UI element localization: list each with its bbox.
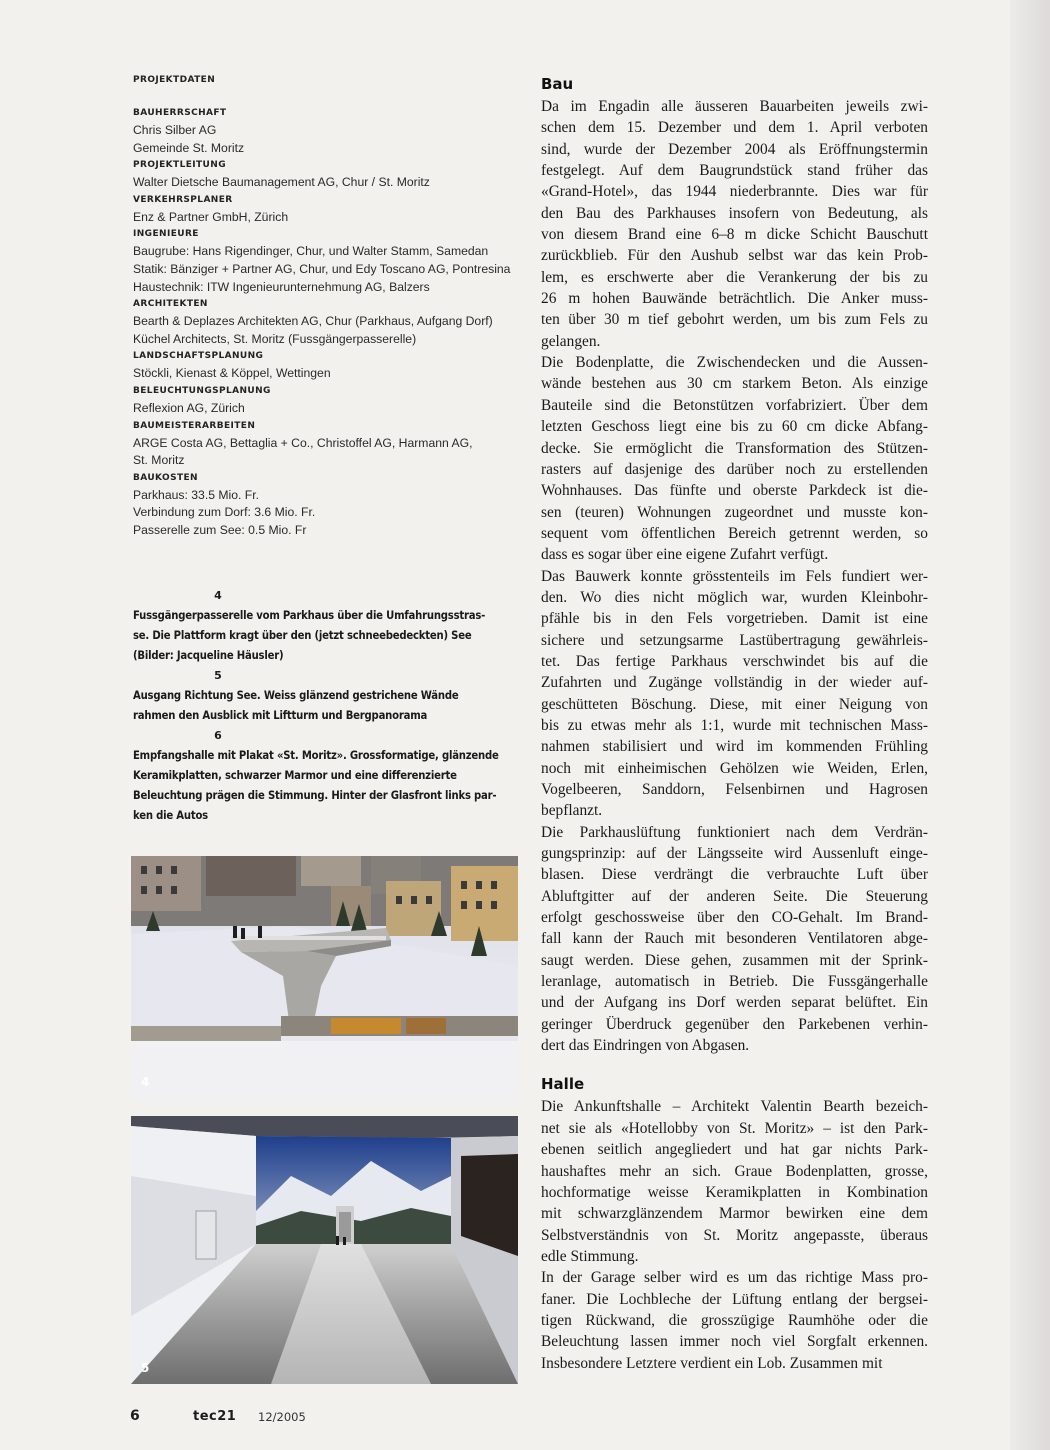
- text-line: fall kann der Rauch mit besonderen Ventilatoren abge-: [541, 930, 928, 948]
- field-value: Passerelle zum See: 0.5 Mio. Fr: [133, 522, 307, 537]
- caption-number: 6: [214, 729, 222, 742]
- field-value: Baugrube: Hans Rigendinger, Chur, und Walter Stamm, Samedan: [133, 244, 489, 259]
- photo-footbridge: [131, 856, 518, 1102]
- text-line: Vogelbeeren, Sanddorn, Felsenbirnen und Hagrosen: [541, 781, 928, 798]
- text-line: tet. Das fertige Parkhaus verschwindet bis auf die: [541, 652, 928, 670]
- exit-image: [131, 1116, 518, 1384]
- field-value: Walter Dietsche Baumanagement AG, Chur / St. Moritz: [133, 175, 430, 190]
- text-line: festgelegt. Auf dem Baugrundstück stand früher das: [541, 162, 928, 180]
- text-line: edle Stimmung.: [541, 1247, 639, 1265]
- text-line: ten über 30 m tief gebohrt werden, um bis zum Fels zu: [541, 311, 928, 329]
- text-line: faner. Die Lochbleche der Lüftung entlang der bergsei-: [541, 1290, 928, 1308]
- text-line: pfähle bis in den Fels vorgetrieben. Damit ist eine: [541, 610, 928, 628]
- field-label: PROJEKTLEITUNG: [133, 160, 226, 171]
- text-line: sequent vom öffentlichen Bereich getrennt werden, so: [541, 524, 928, 542]
- caption: [133, 666, 513, 726]
- project-data: [133, 72, 523, 540]
- text-line: lem, es erschwerte aber die Verankerung der bis zu: [541, 268, 928, 286]
- caption: [133, 586, 513, 666]
- field-value: Küchel Architects, St. Moritz (Fussgängerpasserelle): [133, 331, 417, 346]
- project-field: [133, 157, 523, 192]
- text-line: In der Garage selber wird es um das richtige Mass pro-: [541, 1269, 928, 1287]
- text-line: Da im Engadin alle äusseren Bauarbeiten jeweils zwi-: [541, 98, 928, 115]
- field-label: ARCHITEKTEN: [133, 299, 208, 310]
- photo-exit: [131, 1116, 518, 1384]
- text-line: Bauteile sind die Betonstützen vorfabriziert. Über dem: [541, 396, 928, 414]
- project-field: [133, 296, 523, 348]
- text-line: erfolgt geschossweise über den CO-Gehalt. Im Brand-: [541, 909, 928, 927]
- footbridge-image: [131, 856, 518, 1102]
- caption-line: Empfangshalle mit Plakat «St. Moritz». Grossformatige, glänzende: [133, 749, 499, 762]
- field-value: Bearth & Deplazes Architekten AG, Chur (Parkhaus, Aufgang Dorf): [133, 314, 493, 329]
- text-line: tigen Rückwand, die grosszügige Raumhöhe oder die: [541, 1311, 928, 1329]
- project-field: [133, 348, 523, 383]
- caption: [133, 726, 513, 826]
- article-section: [541, 72, 928, 1056]
- field-label: BAUKOSTEN: [133, 472, 198, 483]
- text-line: Die Bodenplatte, die Zwischendecken und die Aussen-: [541, 354, 928, 372]
- project-data-title: PROJEKTDATEN: [133, 75, 216, 85]
- project-field: [133, 192, 523, 227]
- field-value: Chris Silber AG: [133, 123, 217, 137]
- field-value: Reflexion AG, Zürich: [133, 400, 245, 415]
- caption-line: Keramikplatten, schwarzer Marmor und eine differenzierte: [133, 769, 457, 782]
- text-line: und der Aufgang ins Dorf werden separat belüftet. Ein: [541, 994, 928, 1012]
- text-line: Die Ankunftshalle – Architekt Valentin Bearth bezeich-: [541, 1098, 928, 1116]
- section-heading: Bau: [541, 75, 574, 93]
- article-body: [541, 72, 928, 1374]
- text-line: Beleuchtung lassen immer noch viel Sorgfalt erkennen.: [541, 1333, 928, 1351]
- field-value: ARGE Costa AG, Bettaglia + Co., Christoffel AG, Harmann AG,: [133, 435, 473, 450]
- project-field: [133, 383, 523, 418]
- text-line: leranlage, automatisch in Betrieb. Die Fussgängerhalle: [541, 973, 928, 991]
- caption-line: Beleuchtung prägen die Stimmung. Hinter der Glasfront links par-: [133, 789, 497, 802]
- text-line: net sie als «Hotellobby von St. Moritz» – ist den Park-: [541, 1119, 928, 1137]
- project-field: [133, 105, 523, 157]
- page-edge: [1010, 0, 1050, 1450]
- text-line: hochformatige weisse Keramikplatten in Kombination: [541, 1183, 928, 1201]
- image-captions: [133, 586, 513, 826]
- paragraph: [541, 352, 928, 565]
- text-line: nahmen stabilisiert und wird im kommenden Frühling: [541, 738, 928, 756]
- paragraph: [541, 566, 928, 822]
- caption-line: rahmen den Ausblick mit Liftturm und Bergpanorama: [133, 709, 428, 722]
- caption-line: (Bilder: Jacqueline Häusler): [133, 649, 284, 662]
- text-line: sen (teuren) Wohnungen zugeordnet und musste kon-: [541, 503, 928, 521]
- text-line: schen dem 15. Dezember und dem 1. April verboten: [541, 119, 928, 137]
- paragraph: [541, 96, 928, 352]
- text-line: letzten Geschoss liegt eine bis zu 60 cm dicke Abfang-: [541, 418, 928, 436]
- text-line: Insbesondere Letztere verdient ein Lob. Zusammen mit: [541, 1354, 883, 1372]
- issue-number: 12/2005: [258, 1410, 306, 1424]
- caption-line: se. Die Plattform kragt über den (jetzt schneebedeckten) See: [133, 629, 472, 642]
- field-value: Enz & Partner GmbH, Zürich: [133, 209, 289, 224]
- text-line: decke. Sie ermöglicht die Transformation des Stützen-: [541, 439, 928, 457]
- field-value: Parkhaus: 33.5 Mio. Fr.: [133, 487, 259, 502]
- text-line: Abluftgitter auf der anderen Seite. Die Steuerung: [541, 887, 928, 905]
- text-line: 26 m hohen Bauwände beträchtlich. Die Anker muss-: [541, 290, 928, 308]
- text-line: gelangen.: [541, 332, 601, 350]
- paragraph: [541, 1096, 928, 1267]
- project-field: [133, 418, 523, 470]
- field-value: Verbindung zum Dorf: 3.6 Mio. Fr.: [133, 505, 316, 520]
- project-field: [133, 470, 523, 540]
- text-line: bepflanzt.: [541, 802, 603, 820]
- project-field: [133, 226, 523, 296]
- caption-line: Ausgang Richtung See. Weiss glänzend gestrichene Wände: [133, 689, 459, 702]
- text-line: mit schwarzglänzendem Marmor bewirken eine dem: [541, 1205, 928, 1223]
- text-line: zurückblieb. Für den Aushub selbst war das kein Prob-: [541, 247, 928, 265]
- photo-4-number: 4: [141, 1075, 150, 1089]
- magazine-name: tec21: [193, 1409, 237, 1424]
- text-line: bis zu etwas mehr als 1:1, wurde mit technischen Mass-: [541, 716, 928, 734]
- text-line: rasters auf dasjenige des darüber noch zu erstellenden: [541, 460, 928, 478]
- text-line: dass es sogar über eine eigene Zufahrt verfügt.: [541, 546, 829, 564]
- text-line: geringer Überdruck gegenüber den Parkebenen verhin-: [541, 1015, 928, 1033]
- text-line: haushaftes mehr an sich. Graue Bodenplatten, grosse,: [541, 1162, 928, 1180]
- caption-number: 5: [214, 669, 222, 682]
- field-label: BAUMEISTERARBEITEN: [133, 420, 256, 431]
- field-label: BAUHERRSCHAFT: [133, 108, 227, 118]
- field-label: VERKEHRSPLANER: [133, 194, 233, 205]
- text-line: dert das Eindringen von Abgasen.: [541, 1037, 750, 1055]
- field-value: St. Moritz: [133, 453, 185, 468]
- paragraph: [541, 1267, 928, 1374]
- text-line: «Grand-Hotel», das 1944 niederbrannte. Dies war für: [541, 183, 928, 201]
- field-label: BELEUCHTUNGSPLANUNG: [133, 385, 271, 396]
- text-line: sind, wurde der Dezember 2004 als Eröffnungstermin: [541, 140, 928, 158]
- page-number: 6: [130, 1408, 140, 1424]
- field-value: Haustechnik: ITW Ingenieurunternehmung AG, Balzers: [133, 279, 430, 294]
- field-value: Statik: Bänziger + Partner AG, Chur, und Edy Toscano AG, Pontresina: [133, 261, 511, 276]
- section-heading: Halle: [541, 1075, 585, 1094]
- text-line: Zufahrten und Zugänge vollständig in der wieder auf-: [541, 674, 928, 692]
- field-label: INGENIEURE: [133, 229, 199, 240]
- field-value: Gemeinde St. Moritz: [133, 140, 245, 155]
- text-line: Selbstverständnis von St. Moritz angepasste, überaus: [541, 1226, 928, 1244]
- field-label: LANDSCHAFTSPLANUNG: [133, 351, 264, 362]
- text-line: saugt werden. Diese gehen, zusammen mit der Sprink-: [541, 951, 928, 969]
- text-line: den Bau des Parkhauses insofern von Bedeutung, als: [541, 204, 928, 222]
- text-line: den. Wo dies nicht möglich war, wurden Kleinbohr-: [541, 588, 928, 606]
- article-section: [541, 1072, 928, 1373]
- caption-line: Fussgängerpasserelle vom Parkhaus über die Umfahrungsstras-: [133, 609, 486, 622]
- text-line: blasen. Diese verdrängt die verbrauchte Luft über: [541, 866, 928, 884]
- text-line: Die Parkhauslüftung funktioniert nach dem Verdrän-: [541, 823, 928, 841]
- caption-number: 4: [214, 589, 222, 602]
- paragraph: [541, 822, 928, 1057]
- caption-line: ken die Autos: [133, 809, 208, 822]
- project-data-fields: [133, 105, 523, 540]
- text-line: sichere und setzungsarme Lastübertragung gewährleis-: [541, 631, 928, 649]
- text-line: ebenen seitlich angegliedert und hat gar nichts Park-: [541, 1141, 928, 1159]
- text-line: wände bestehen aus 30 cm starkem Beton. Als einzige: [541, 375, 928, 393]
- text-line: gungsprinzip: auf der Längsseite wird Aussenluft einge-: [541, 845, 928, 863]
- text-line: von diesem Brand eine 6–8 m dicke Schicht Bauschutt: [541, 226, 928, 244]
- field-value: Stöckli, Kienast & Köppel, Wettingen: [133, 366, 331, 381]
- text-line: Das Bauwerk konnte grösstenteils im Fels fundiert wer-: [541, 567, 928, 585]
- photo-5-number: 5: [141, 1361, 150, 1375]
- text-line: Wohnhauses. Das fünfte und oberste Parkdeck ist die-: [541, 482, 928, 500]
- text-line: geschütteten Böschung. Diese, mit einer Neigung von: [541, 695, 928, 713]
- text-line: noch mit einheimischen Gehölzen wie Weiden, Erlen,: [541, 759, 928, 777]
